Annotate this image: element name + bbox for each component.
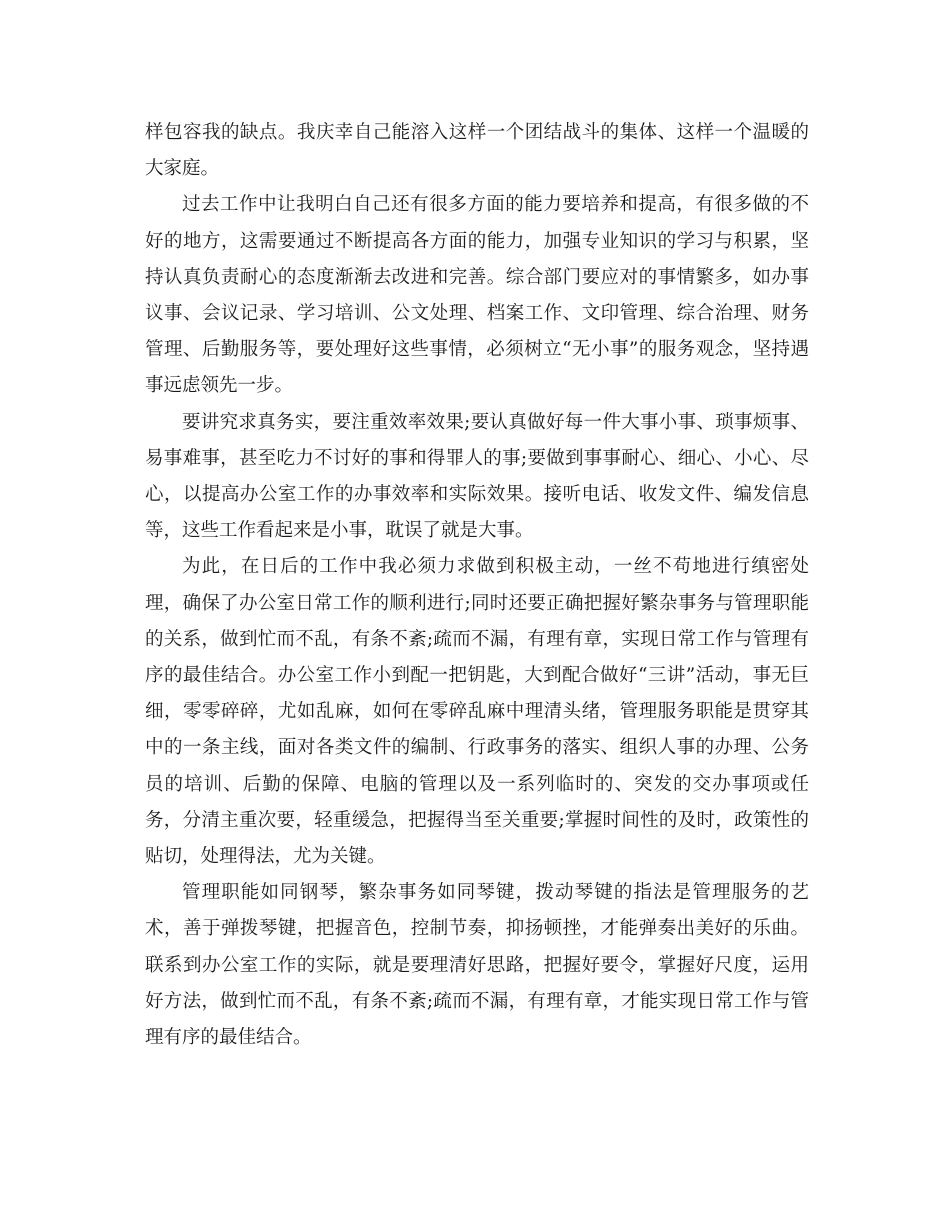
- paragraph: 管理职能如同钢琴，繁杂事务如同琴键，拨动琴键的指法是管理服务的艺术，善于弹拨琴键，把握音色，控制节奏，抑扬顿挫，才能弹奏出美好的乐曲。联系到办公室工作的实际，就是要理清好思路，把握好要令，掌握好尺度，运用好方法，做到忙而不乱，有条不紊;疏而不漏，有理有章，才能实现日常工作与管理有序的最佳结合。: [145, 882, 809, 1049]
- paragraph: 要讲究求真务实，要注重效率效果;要认真做好每一件大事小事、琐事烦事、易事难事，甚至吃力不讨好的事和得罪人的事;要做到事事耐心、细心、小心、尽心，以提高办公室工作的办事效率和实际效果。接听电话、收发文件、编发信息等，这些工作看起来是小事，耽误了就是大事。: [145, 411, 809, 542]
- paragraph-continued: 样包容我的缺点。我庆幸自己能溶入这样一个团结战斗的集体、这样一个温暖的大家庭。: [145, 122, 809, 180]
- paragraph: 过去工作中让我明白自己还有很多方面的能力要培养和提高，有很多做的不好的地方，这需要通过不断提高各方面的能力，加强专业知识的学习与积累，坚持认真负责耐心的态度渐渐去改进和完善。综合部门要应对的事情繁多，如办事议事、会议记录、学习培训、公文处理、档案工作、文印管理、综合治理、财务管理、后勤服务等，要处理好这些事情，必须树立“无小事”的服务观念，坚持遇事远虑领先一步。: [145, 194, 809, 397]
- document-body: [145, 115, 809, 1056]
- paragraph: 为此，在日后的工作中我必须力求做到积极主动，一丝不苟地进行缜密处理，确保了办公室日常工作的顺利进行;同时还要正确把握好繁杂事务与管理职能的关系，做到忙而不乱，有条不紊;疏而不漏，有理有章，实现日常工作与管理有序的最佳结合。办公室工作小到配一把钥匙，大到配合做好“三讲”活动，事无巨细，零零碎碎，尤如乱麻，如何在零碎乱麻中理清头绪，管理服务职能是贯穿其中的一条主线，面对各类文件的编制、行政事务的落实、组织人事的办理、公务员的培训、后勤的保障、电脑的管理以及一系列临时的、突发的交办事项或任务，分清主重次要，轻重缓急，把握得当至关重要;掌握时间性的及时，政策性的贴切，处理得法，尤为关键。: [145, 556, 809, 868]
